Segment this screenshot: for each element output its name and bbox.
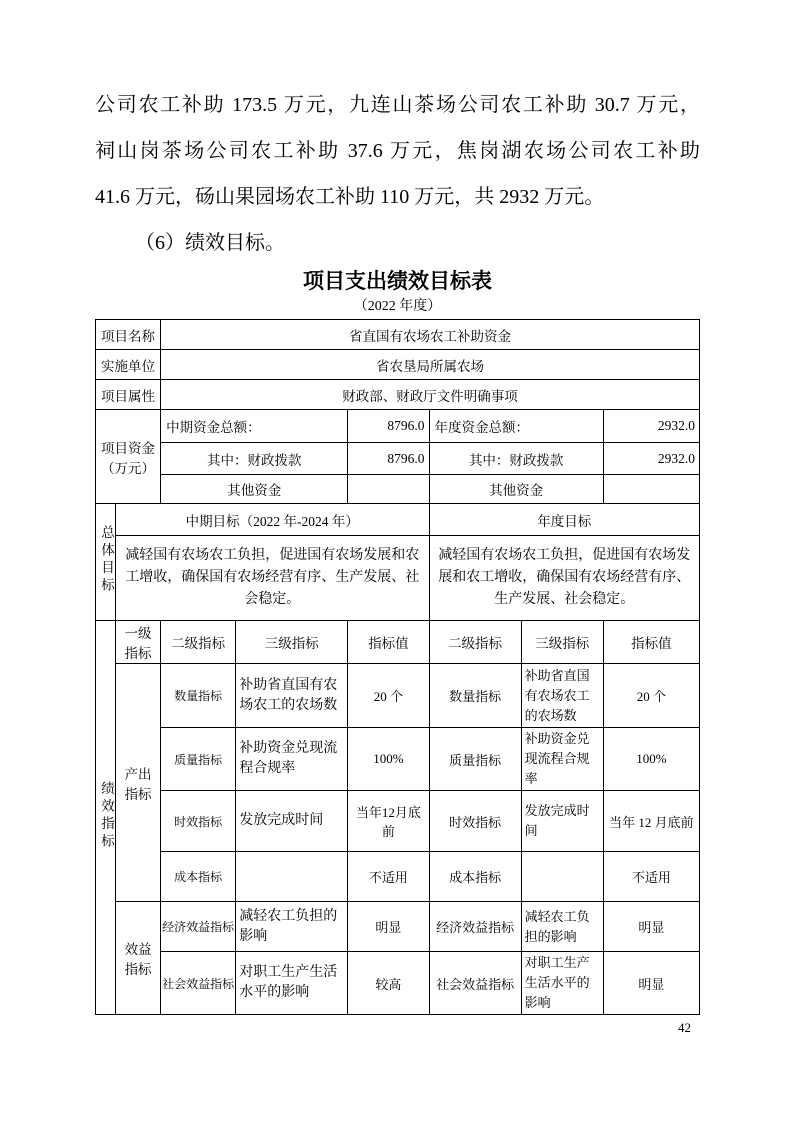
- cost-detail-left: [236, 852, 348, 902]
- quality-indicator-left: 质量指标: [161, 728, 236, 791]
- implementing-unit-label: 实施单位: [96, 350, 161, 380]
- annual-total-value: 2932.0: [603, 410, 699, 443]
- midterm-total-label: 中期资金总额：: [161, 410, 348, 443]
- table-subtitle: （2022 年度）: [353, 299, 442, 314]
- header-value-right: 指标值: [603, 621, 699, 664]
- header-level1: 一级指标: [116, 621, 161, 664]
- benefit-indicators-label: 效益指标: [116, 902, 161, 1015]
- economic-benefit-indicator-left: 经济效益指标: [161, 902, 236, 952]
- timeliness-value-left: 当年12月底前: [348, 791, 429, 852]
- annual-total-label: 年度资金总额：: [429, 410, 603, 443]
- midterm-other-label: 其他资金: [161, 475, 348, 504]
- quality-detail-right: 补助资金兑现流程合规率: [521, 728, 603, 791]
- economic-benefit-detail-right: 减轻农工负担的影响: [521, 902, 603, 952]
- social-benefit-indicator-right: 社会效益指标: [429, 952, 521, 1015]
- quality-value-right: 100%: [603, 728, 699, 791]
- document-page-content: [95, 82, 700, 1015]
- timeliness-detail-right: 发放完成时间: [521, 791, 603, 852]
- quantity-detail-right: 补助省直国有农场农工的农场数: [521, 664, 603, 728]
- project-funds-label: 项目资金（万元）: [96, 410, 161, 504]
- table-title: 项目支出绩效目标表: [303, 270, 492, 293]
- midterm-other-value: [348, 475, 429, 504]
- project-name-value: 省直国有农场农工补助资金: [161, 320, 700, 350]
- timeliness-indicator-left: 时效指标: [161, 791, 236, 852]
- body-line: 祠山岗茶场公司农工补助 37.6 万元，焦岗湖农场公司农工补助: [95, 140, 700, 162]
- cost-indicator-right: 成本指标: [429, 852, 521, 902]
- cost-indicator-left: 成本指标: [161, 852, 236, 902]
- body-line: 41.6 万元，砀山果园场农工补助 110 万元，共 2932 万元。: [95, 186, 605, 208]
- quality-value-left: 100%: [348, 728, 429, 791]
- output-indicators-label: 产出指标: [116, 664, 161, 902]
- social-benefit-detail-right: 对职工生产生活水平的影响: [521, 952, 603, 1015]
- header-level3-left: 三级指标: [236, 621, 348, 664]
- cost-value-left: 不适用: [348, 852, 429, 902]
- social-benefit-detail-left: 对职工生产生活水平的影响: [236, 952, 348, 1015]
- economic-benefit-value-left: 明显: [348, 902, 429, 952]
- overall-goal-label-text: 总体目标: [99, 525, 114, 595]
- social-benefit-indicator-left: 社会效益指标: [161, 952, 236, 1015]
- quantity-detail-left: 补助省直国有农场农工的农场数: [236, 664, 348, 728]
- annual-other-value: [603, 475, 699, 504]
- quality-detail-left: 补助资金兑现流程合规率: [236, 728, 348, 791]
- midterm-fiscal-label: 其中：财政拨款: [161, 443, 348, 475]
- social-benefit-value-left: 较高: [348, 952, 429, 1015]
- midterm-total-value: 8796.0: [348, 410, 429, 443]
- economic-benefit-value-right: 明显: [603, 902, 699, 952]
- implementing-unit-value: 省农垦局所属农场: [161, 350, 700, 380]
- section-heading: （6）绩效目标。: [135, 232, 285, 254]
- project-name-label: 项目名称: [96, 320, 161, 350]
- midterm-goal-header: 中期目标（2022 年-2024 年）: [116, 504, 429, 536]
- annual-fiscal-label: 其中：财政拨款: [429, 443, 603, 475]
- quantity-indicator-right: 数量指标: [429, 664, 521, 728]
- cost-detail-right: [521, 852, 603, 902]
- header-level2-left: 二级指标: [161, 621, 236, 664]
- cost-value-right: 不适用: [603, 852, 699, 902]
- header-value-left: 指标值: [348, 621, 429, 664]
- quantity-indicator-left: 数量指标: [161, 664, 236, 728]
- social-benefit-value-right: 明显: [603, 952, 699, 1015]
- project-attribute-label: 项目属性: [96, 380, 161, 410]
- body-line: 公司农工补助 173.5 万元，九连山茶场公司农工补助 30.7 万元，: [95, 94, 700, 116]
- economic-benefit-indicator-right: 经济效益指标: [429, 902, 521, 952]
- project-attribute-value: 财政部、财政厅文件明确事项: [161, 380, 700, 410]
- timeliness-detail-left: 发放完成时间: [236, 791, 348, 852]
- midterm-goal-text: 减轻国有农场农工负担，促进国有农场发展和农工增收，确保国有农场经营有序、生产发展、社会稳定。: [116, 536, 429, 621]
- annual-goal-text: 减轻国有农场农工负担，促进国有农场发展和农工增收，确保国有农场经营有序、生产发展、社会稳定。: [429, 536, 700, 621]
- annual-other-label: 其他资金: [429, 475, 603, 504]
- performance-indicators-label: [96, 621, 116, 1015]
- annual-goal-header: 年度目标: [429, 504, 700, 536]
- timeliness-indicator-right: 时效指标: [429, 791, 521, 852]
- quantity-value-right: 20 个: [603, 664, 699, 728]
- timeliness-value-right: 当年 12 月底前: [603, 791, 699, 852]
- performance-indicators-label-text: 绩效指标: [99, 780, 114, 851]
- header-level3-right: 三级指标: [521, 621, 603, 664]
- quantity-value-left: 20 个: [348, 664, 429, 728]
- annual-fiscal-value: 2932.0: [603, 443, 699, 475]
- page-number: 42: [678, 1020, 691, 1035]
- body-paragraph: [95, 82, 700, 220]
- quality-indicator-right: 质量指标: [429, 728, 521, 791]
- header-level2-right: 二级指标: [429, 621, 521, 664]
- midterm-fiscal-value: 8796.0: [348, 443, 429, 475]
- economic-benefit-detail-left: 减轻农工负担的影响: [236, 902, 348, 952]
- overall-goal-label: [96, 504, 116, 621]
- performance-target-table: [95, 319, 700, 1015]
